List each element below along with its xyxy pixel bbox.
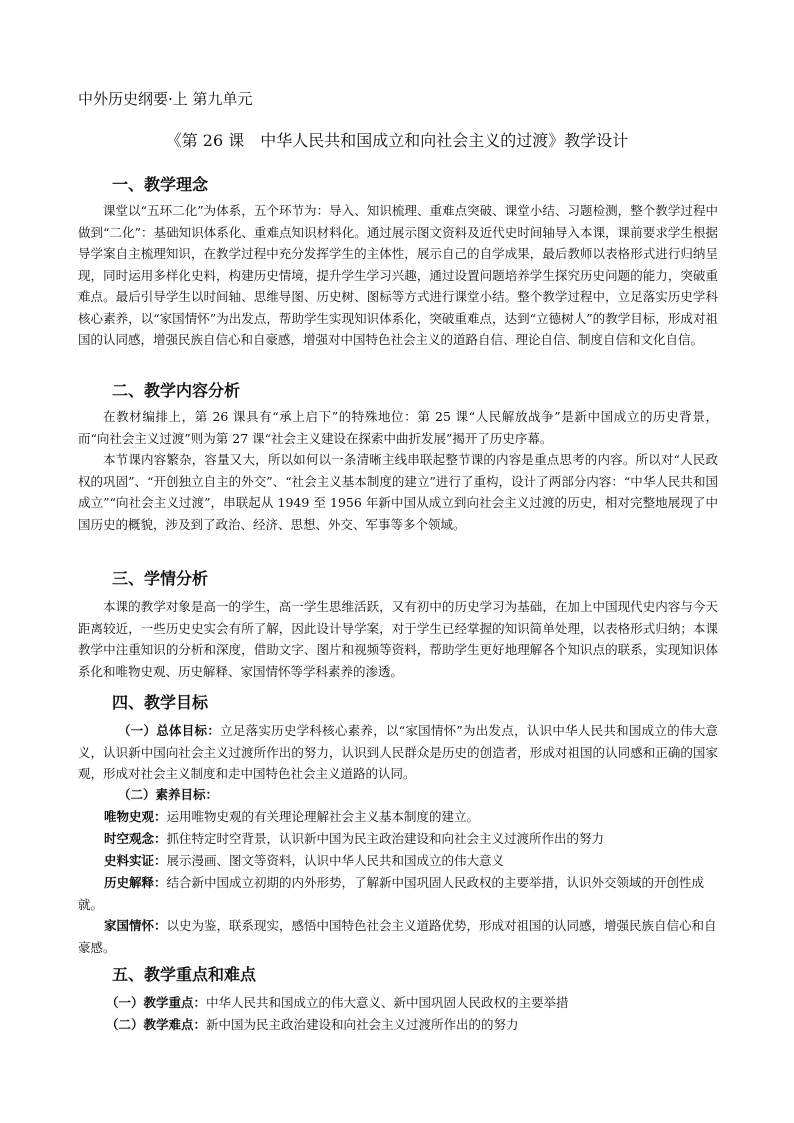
section-heading-1: 一、教学理念 (112, 175, 209, 194)
key-point-text: 中华人民共和国成立的伟大意义、新中国巩固人民政权的主要举措 (206, 995, 569, 1010)
section-2-paragraph-1: 在教材编排上，第 26 课具有“承上启下”的特殊地位：第 25 课“人民解放战争”是新中国成立的历史背景，而“向社会主义过渡”则为第 27 课“社会主义建设在探索中曲折发展”揭开了历史序幕。 (78, 409, 718, 446)
goal-item: 唯物史观：运用唯物史观的有关理论理解社会主义基本制度的建立。 (104, 809, 480, 824)
difficult-point (106, 1014, 519, 1036)
difficult-point-label: （二）教学难点： (106, 1017, 207, 1032)
running-header: 中外历史纲要·上 第九单元 (78, 90, 253, 108)
section-2-paragraph-2: 本节课内容繁杂，容量又大，所以如何以一条清晰主线串联起整节课的内容是重点思考的内容。所以对“人民政权的巩固”、“开创独立自主的外交”、“社会主义基本制度的建立”进行了重构，设计了两部分内容：“中华人民共和国成立”“向社会主义过渡”，串联起从 1949 至 1956 年新中国从成立到向社会主义过渡的历史，相对完整地展现了中国历史的概貌，涉及到了政治、经济、思想、外交、军事等多个领域。 (78, 452, 718, 532)
goal-item: 家国情怀：以史为鉴，联系现实，感悟中国特色社会主义道路优势，形成对祖国的认同感，增强民族自信心和自豪感。 (78, 918, 717, 955)
section-3-paragraph: 本课的教学对象是高一的学生，高一学生思维活跃，又有初中的历史学习为基础，在加上中国现代史内容与今天距离较近，一些历史史实会有所了解，因此设计导学案，对于学生已经掌握的知识简单处理，以表格形式归纳；本课教学中注重知识的分析和深度，借助文字、图片和视频等资料，帮助学生更好地理解各个知识点的联系，实现知识体系化和唯物史观、历史解释、家国情怀等学科素养的渗透。 (78, 599, 718, 679)
difficult-point-text: 新中国为民主政治建设和向社会主义过渡所作出的的努力 (206, 1017, 519, 1032)
key-point-label: （一）教学重点： (106, 995, 207, 1010)
key-point (106, 992, 569, 1014)
literacy-goal-label: （二）素养目标： (118, 787, 219, 802)
document-title: 《第 26 课 中华人民共和国成立和向社会主义的过渡》教学设计 (165, 131, 629, 150)
goal-item: 历史解释：结合新中国成立初期的内外形势，了解新中国巩固人民政权的主要举措，认识外交领域的开创性成就。 (78, 875, 705, 912)
goal-item: 史料实证：展示漫画、图文等资料，认识中华人民共和国成立的伟大意义 (104, 853, 505, 868)
section-heading-3: 三、学情分析 (112, 569, 209, 588)
overall-goal (78, 720, 718, 785)
overall-goal-label: （一）总体目标： (118, 723, 221, 738)
section-1-paragraph: 课堂以“五环二化”为体系，五个环节为：导入、知识梳理、重难点突破、课堂小结、习题检测，整个教学过程中做到“二化”：基础知识体系化、重难点知识材料化。通过展示图文资料及近代史时间轴导入本课，课前要求学生根据导学案自主梳理知识，在教学过程中充分发挥学生的主体性，展示自己的自学成果，最后教师以表格形式进行归纳呈现，同时运用多样化史料，构建历史情境，提升学生学习兴趣，通过设置问题培养学生探究历史问题的能力，突破重难点。最后引导学生以时间轴、思维导图、历史树、图标等方式进行课堂小结。整个教学过程中，立足落实历史学科核心素养，以“家国情怀”为出发点，帮助学生实现知识体系化，突破重难点，达到“立德树人”的教学目标，形成对祖国的认同感，增强民族自信心和自豪感，增强对中国特色社会主义的道路自信、理论自信、制度自信和文化自信。 (78, 203, 718, 347)
goal-item: 时空观念：抓住特定时空背景，认识新中国为民主政治建设和向社会主义过渡所作出的努力 (104, 831, 605, 846)
section-heading-4: 四、教学目标 (112, 693, 209, 712)
section-heading-5: 五、教学重点和难点 (112, 965, 257, 984)
overall-goal-text: 立足落实历史学科核心素养，以“家国情怀”为出发点，认识中华人民共和国成立的伟大意义，认识新中国向社会主义过渡所作出的努力，认识到人民群众是历史的创造者，形成对祖国的认同感和正确的国家观，形成对社会主义制度和走中国特色社会主义道路的认同。 (78, 723, 718, 781)
section-heading-2: 二、教学内容分析 (112, 381, 241, 400)
